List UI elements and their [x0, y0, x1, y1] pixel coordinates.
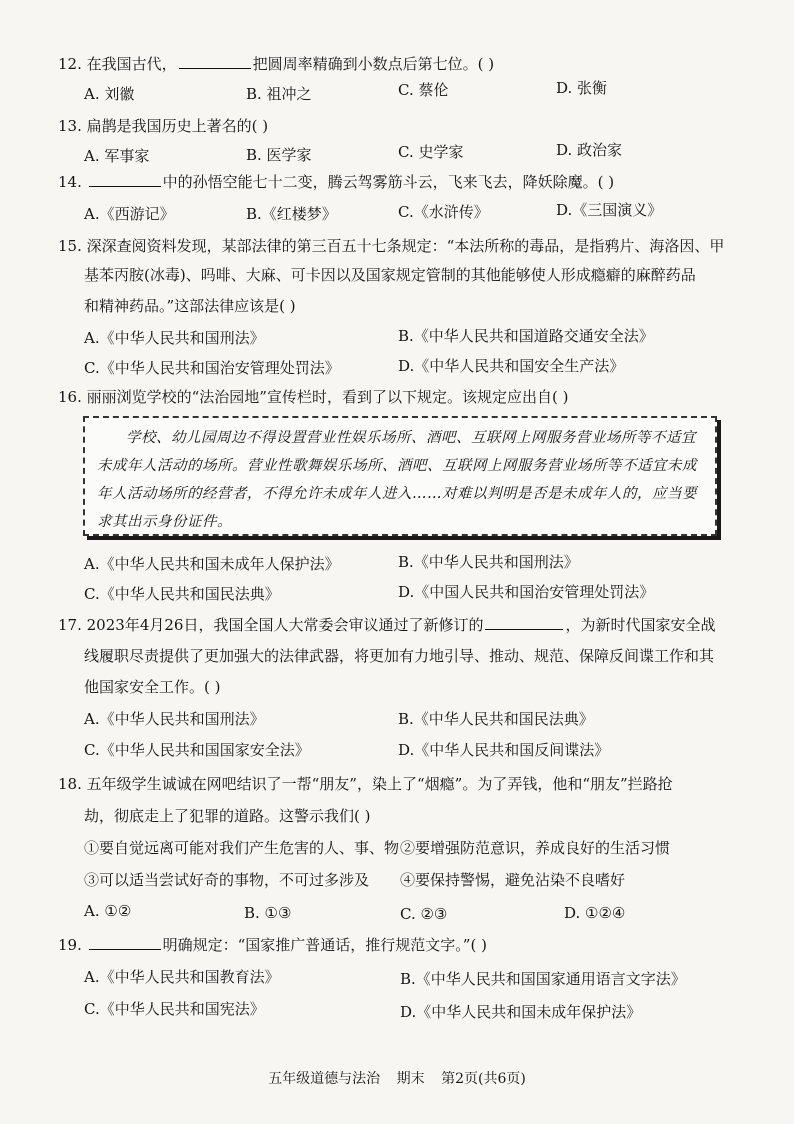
q18-option-c: C. ②③	[400, 905, 448, 923]
q14-option-b: B.《红楼梦》	[246, 205, 337, 223]
q18-option-d: D. ①②④	[564, 904, 626, 922]
question-15-stem-line3: 和精神药品。”这部法律应该是( )	[84, 297, 296, 315]
question-17-stem-line3: 他国家安全工作。( )	[84, 678, 221, 696]
q12-option-a: A. 刘徽	[84, 85, 135, 103]
q18-option-b: B. ①③	[244, 904, 292, 922]
q15-option-d: D.《中华人民共和国安全生产法》	[398, 357, 625, 375]
question-17-stem-line1: 17. 2023年4月26日，我国全国人大常委会审议通过了新修订的 ，为新时代国家安全战	[58, 616, 716, 634]
q17-option-c: C.《中华人民共和国国家安全法》	[84, 741, 310, 759]
footer-subject: 五年级道德与法治	[268, 1071, 381, 1087]
q16-option-a: A.《中华人民共和国未成年人保护法》	[84, 555, 340, 573]
answer-blank	[89, 172, 161, 187]
q17-option-b: B.《中华人民共和国民法典》	[398, 710, 594, 728]
question-19-stem: 19. 明确规定：“国家推广普通话，推行规范文字。”( )	[58, 936, 487, 954]
regulation-notice-box	[83, 416, 717, 536]
q16-option-d: D.《中国人民共和国治安管理处罚法》	[398, 583, 655, 601]
q13-option-d: D. 政治家	[556, 141, 623, 159]
q12-option-c: C. 蔡伦	[398, 81, 449, 99]
q14-option-c: C.《水浒传》	[398, 203, 489, 221]
question-18-stem-line1: 18. 五年级学生诚诚在网吧结识了一帮“朋友”，染上了“烟瘾”。为了弄钱，他和“朋友”拦路抢	[58, 775, 673, 793]
q18-statement-4: ④要保持警惕，避免沾染不良嗜好	[400, 871, 626, 889]
q17-option-d: D.《中华人民共和国反间谍法》	[398, 741, 610, 759]
q18-statement-2: ②要增强防范意识，养成良好的生活习惯	[400, 839, 671, 857]
answer-blank	[89, 935, 161, 950]
question-12-stem: 12. 在我国古代， 把圆周率精确到小数点后第七位。( )	[58, 55, 495, 73]
q18-statement-3: ③可以适当尝试好奇的事物，不可过多涉及	[84, 871, 370, 889]
footer-page-number: 第2页(共6页)	[441, 1071, 526, 1087]
question-18-stem-line2: 劫，彻底走上了犯罪的道路。这警示我们( )	[84, 807, 371, 825]
q19-option-a: A.《中华人民共和国教育法》	[84, 968, 280, 986]
q13-option-c: C. 史学家	[398, 143, 464, 161]
q15-option-b: B.《中华人民共和国道路交通安全法》	[398, 327, 654, 345]
answer-blank	[179, 54, 251, 69]
q17-option-a: A.《中华人民共和国刑法》	[84, 710, 265, 728]
q18-statement-1: ①要自觉远离可能对我们产生危害的人、事、物	[84, 839, 400, 857]
question-14-stem: 14. 中的孙悟空能七十二变，腾云驾雾筋斗云，飞来飞去，降妖除魔。( )	[58, 173, 615, 191]
q12-option-b: B. 祖冲之	[246, 85, 312, 103]
answer-blank	[485, 615, 563, 630]
page-footer	[0, 1068, 794, 1088]
regulation-notice-text: 学校、幼儿园周边不得设置营业性娱乐场所、酒吧、互联网上网服务营业场所等不适宜未成年人活动的场所。营业性歌舞娱乐场所、酒吧、互联网上网服务营业场所等不适宜未成年人活动场所的经营者，不得允许未成年人进入……对难以判明是否是未成年人的，应当要求其出示身份证件。	[97, 430, 697, 530]
q14-option-a: A.《西游记》	[84, 205, 175, 223]
q19-option-d: D.《中华人民共和国未成年保护法》	[400, 1003, 642, 1021]
q12-option-d: D. 张衡	[556, 79, 608, 97]
q16-option-c: C.《中华人民共和国民法典》	[84, 585, 280, 603]
q13-option-b: B. 医学家	[246, 146, 312, 164]
question-15-stem-line1: 15. 深深查阅资料发现，某部法律的第三百五十七条规定：“本法所称的毒品，是指鸦片、海洛因、甲	[58, 237, 725, 255]
question-13-stem: 13. 扁鹊是我国历史上著名的( )	[58, 117, 269, 135]
q15-option-a: A.《中华人民共和国刑法》	[84, 329, 265, 347]
question-17-stem-line2: 线履职尽责提供了更加强大的法律武器，将更加有力地引导、推动、规范、保障反间谍工作和其	[84, 647, 715, 665]
q18-option-a: A. ①②	[84, 902, 132, 920]
q15-option-c: C.《中华人民共和国治安管理处罚法》	[84, 359, 340, 377]
q19-option-b: B.《中华人民共和国国家通用语言文字法》	[400, 970, 686, 988]
question-16-stem: 16. 丽丽浏览学校的“法治园地”宣传栏时，看到了以下规定。该规定应出自( )	[58, 388, 569, 406]
question-15-stem-line2: 基苯丙胺(冰毒)、吗啡、大麻、可卡因以及国家规定管制的其他能够使人形成瘾癖的麻醉药品	[84, 266, 696, 284]
q19-option-c: C.《中华人民共和国宪法》	[84, 1000, 265, 1018]
q13-option-a: A. 军事家	[84, 147, 150, 165]
q16-option-b: B.《中华人民共和国刑法》	[398, 553, 579, 571]
footer-term: 期末	[396, 1071, 425, 1087]
q14-option-d: D.《三国演义》	[556, 201, 663, 219]
